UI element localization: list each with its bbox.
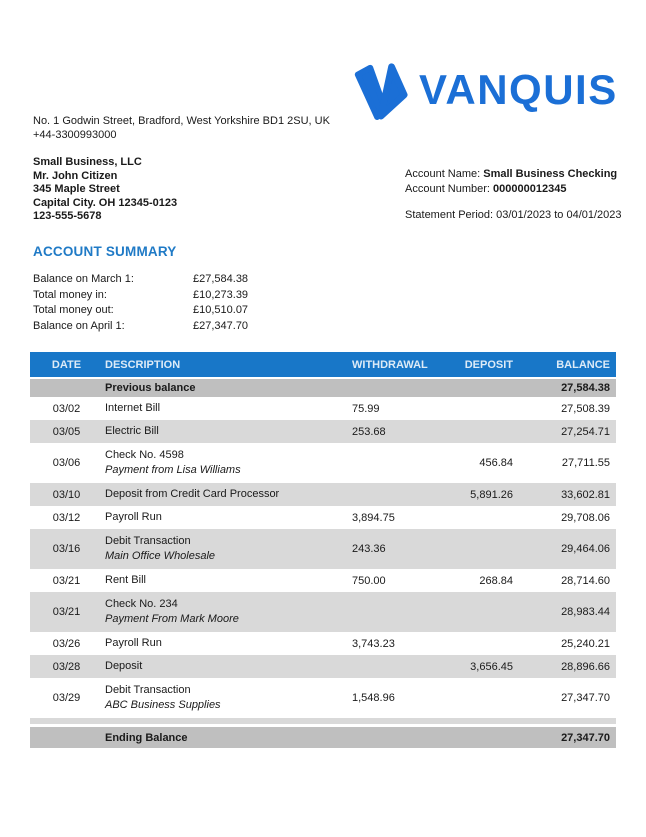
transaction-description-detail: ABC Business Supplies: [105, 699, 221, 711]
bank-phone: +44-3300993000: [33, 129, 117, 141]
transaction-date: 03/05: [52, 425, 81, 438]
statement-period-label: Statement Period:: [405, 209, 494, 221]
transaction-balance: 27,711.55: [561, 457, 610, 469]
transaction-balance: 29,708.06: [561, 511, 610, 524]
transaction-description: [103, 487, 352, 502]
transaction-date: 03/29: [52, 692, 81, 704]
transaction-description-main: Check No. 4598: [105, 449, 184, 461]
transaction-withdrawal: 1,548.96: [352, 692, 395, 704]
transaction-balance: 28,714.60: [561, 574, 610, 587]
transaction-description-main: Debit Transaction: [105, 684, 191, 696]
transaction-row: [30, 506, 616, 529]
summary-label: Balance on April 1:: [33, 319, 125, 332]
summary-value: £27,584.38: [193, 273, 249, 285]
transaction-description-main: Deposit: [105, 660, 143, 672]
account-number-line: [405, 182, 622, 197]
transaction-row: [30, 529, 616, 569]
transaction-deposit: 5,891.26: [470, 488, 513, 501]
transaction-date: 03/16: [52, 543, 81, 555]
summary-label: Total money out:: [33, 304, 114, 316]
transaction-balance: 33,602.81: [561, 488, 610, 501]
statement-period-line: [405, 208, 622, 223]
transaction-balance: 25,240.21: [561, 637, 610, 650]
transaction-date: 03/06: [52, 457, 81, 469]
bank-address-line: No. 1 Godwin Street, Bradford, West Yorkshire BD1 2SU, UK: [33, 115, 330, 127]
transaction-description: [103, 636, 352, 651]
transaction-date: 03/28: [52, 660, 81, 673]
transaction-row: [30, 420, 616, 443]
transaction-description: [103, 510, 352, 525]
summary-row-opening-balance: [33, 272, 313, 288]
transaction-description: [103, 401, 352, 416]
transaction-balance: 28,896.66: [561, 660, 610, 673]
transaction-description-main: Payroll Run: [105, 637, 162, 649]
header-balance: BALANCE: [556, 358, 610, 371]
summary-value: £10,273.39: [193, 288, 249, 301]
customer-city: Capital City. OH 12345-0123: [33, 196, 178, 209]
transaction-description-main: Check No. 234: [105, 598, 178, 610]
transaction-date: 03/02: [52, 402, 81, 415]
transaction-description-detail: Main Office Wholesale: [105, 550, 216, 562]
table-spacer-row: [30, 718, 616, 724]
transaction-description-main: Electric Bill: [105, 425, 159, 437]
vanquis-logo-icon: [348, 60, 410, 120]
transaction-withdrawal: 3,743.23: [352, 637, 395, 650]
summary-row-money-in: [33, 288, 313, 304]
customer-company: Small Business, LLC: [33, 156, 142, 168]
transaction-description: [103, 534, 352, 564]
transaction-description-main: Debit Transaction: [105, 535, 191, 547]
account-name-line: [405, 167, 622, 182]
transaction-rows: [30, 397, 616, 718]
transaction-date: 03/21: [52, 574, 81, 587]
transaction-row: [30, 655, 616, 678]
transaction-withdrawal: 253.68: [352, 425, 386, 438]
transaction-withdrawal: 243.36: [352, 543, 386, 555]
transaction-description-detail: Payment from Lisa Williams: [105, 464, 241, 476]
previous-balance-value: 27,584.38: [561, 382, 610, 394]
account-info-block: [405, 167, 622, 223]
transaction-description-main: Payroll Run: [105, 511, 162, 523]
header-date: DATE: [51, 358, 82, 371]
bank-address-block: [33, 114, 330, 142]
transaction-description: [103, 424, 352, 439]
header-deposit: DEPOSIT: [464, 358, 513, 371]
transaction-withdrawal: 750.00: [352, 574, 386, 587]
previous-balance-label: Previous balance: [105, 382, 196, 394]
summary-row-closing-balance: [33, 319, 313, 335]
transaction-row: [30, 632, 616, 655]
transaction-row: [30, 483, 616, 506]
customer-street: 345 Maple Street: [33, 183, 120, 195]
customer-phone: 123-555-5678: [33, 210, 102, 222]
transaction-row: [30, 569, 616, 592]
transaction-withdrawal: 3,894.75: [352, 511, 395, 524]
account-summary-section: [33, 244, 313, 334]
transaction-description-main: Rent Bill: [105, 574, 146, 586]
transaction-description-main: Deposit from Credit Card Processor: [105, 488, 280, 500]
account-number-label: Account Number:: [405, 182, 490, 195]
ending-balance-value: 27,347.70: [561, 731, 610, 744]
transaction-description: [103, 448, 352, 478]
transaction-row: [30, 397, 616, 420]
transaction-date: 03/21: [52, 606, 81, 618]
transaction-description: [103, 573, 352, 588]
summary-label: Total money in:: [33, 288, 107, 301]
statement-period-value: 03/01/2023 to 04/01/2023: [496, 209, 622, 221]
transaction-description: [103, 683, 352, 713]
transaction-deposit: 3,656.45: [470, 660, 513, 673]
vanquis-logo: [348, 60, 618, 120]
transaction-date: 03/12: [52, 511, 81, 524]
customer-name: Mr. John Citizen: [33, 169, 118, 182]
account-number-value: 000000012345: [493, 182, 567, 195]
transaction-deposit: 456.84: [479, 457, 513, 469]
header-withdrawal: WITHDRAWAL: [352, 358, 428, 371]
transaction-description: [103, 597, 352, 627]
transaction-deposit: 268.84: [479, 574, 513, 587]
transaction-balance: 27,254.71: [561, 425, 610, 438]
transaction-description-detail: Payment From Mark Moore: [105, 613, 239, 625]
transaction-row: [30, 678, 616, 718]
transaction-balance: 27,508.39: [561, 402, 610, 415]
transaction-date: 03/26: [52, 637, 81, 650]
transaction-row: [30, 443, 616, 483]
summary-value: £10,510.07: [193, 304, 249, 316]
transaction-balance: 27,347.70: [561, 692, 610, 704]
account-name-value: Small Business Checking: [483, 168, 618, 180]
customer-address-block: [33, 156, 177, 224]
account-summary-title: ACCOUNT SUMMARY: [33, 244, 177, 259]
transaction-row: [30, 592, 616, 632]
account-name-label: Account Name:: [405, 168, 481, 180]
transactions-table: [30, 352, 616, 748]
transaction-date: 03/10: [52, 488, 81, 501]
table-header-row: [30, 352, 616, 377]
header-description: DESCRIPTION: [105, 358, 181, 371]
transaction-balance: 28,983.44: [561, 606, 610, 618]
transaction-description-main: Internet Bill: [105, 402, 161, 414]
transaction-balance: 29,464.06: [561, 543, 610, 555]
vanquis-wordmark: VANQUIS: [419, 66, 618, 113]
summary-label: Balance on March 1:: [33, 273, 134, 285]
summary-row-money-out: [33, 303, 313, 319]
previous-balance-row: [30, 379, 616, 397]
transaction-description: [103, 659, 352, 674]
summary-value: £27,347.70: [193, 319, 249, 332]
transaction-withdrawal: 75.99: [352, 402, 380, 415]
ending-balance-row: [30, 727, 616, 748]
ending-balance-label: Ending Balance: [105, 731, 188, 744]
